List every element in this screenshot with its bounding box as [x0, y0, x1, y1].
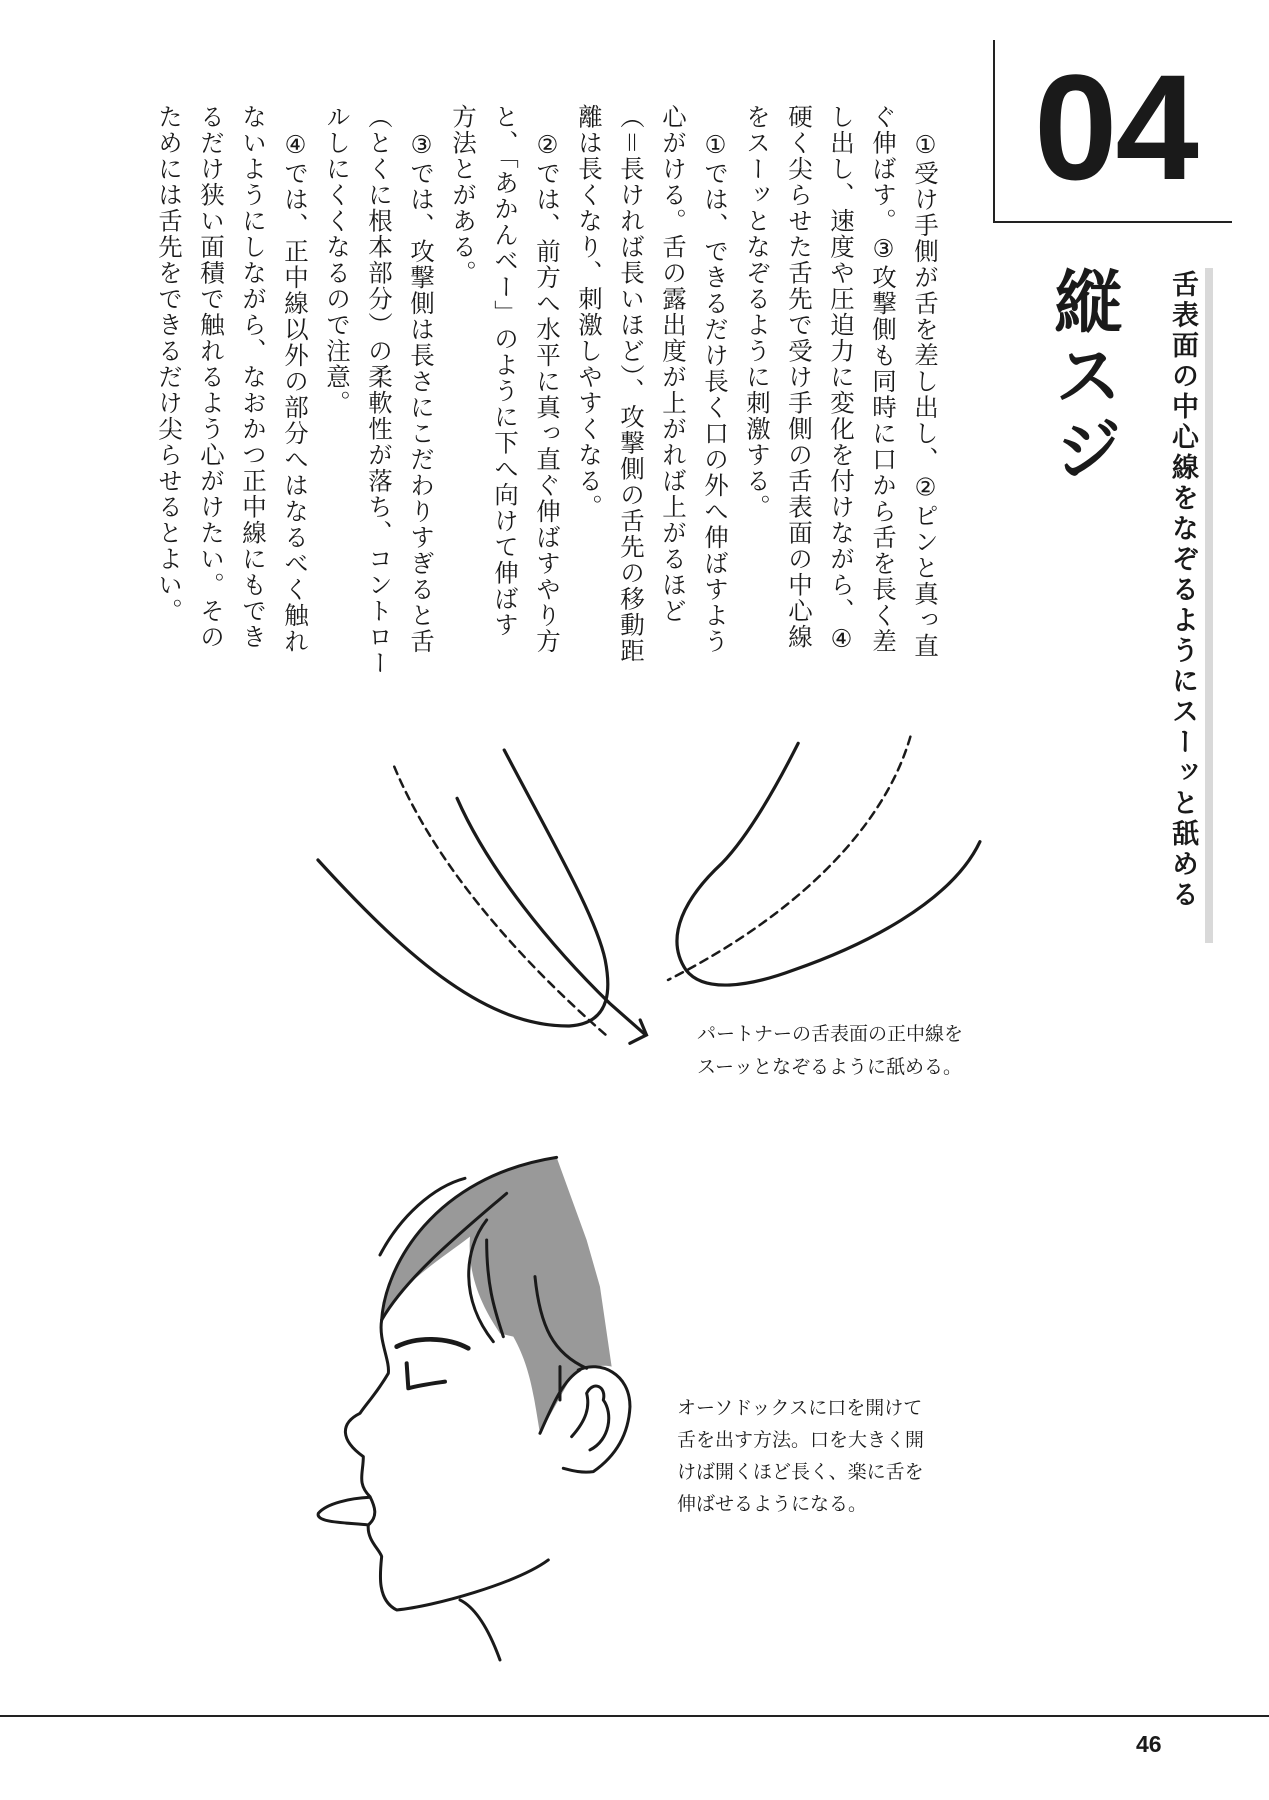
- text-column: ③では、攻撃側は長さにこだわりすぎると舌: [407, 104, 436, 655]
- closed-eye: [407, 1363, 445, 1388]
- text-column: るだけ狭い面積で触れるよう心がけたい。その: [197, 104, 226, 650]
- footer-divider: [0, 1715, 1269, 1717]
- text-column: ②では、前方へ水平に真っ直ぐ伸ばすやり方: [533, 104, 562, 655]
- right-tongue-outline: [677, 743, 980, 985]
- text-column: ないようにしながら、なおかつ正中線にもでき: [239, 104, 268, 650]
- left-tongue-outline: [318, 750, 608, 1026]
- text-column: （とくに根本部分）の柔軟性が落ち、コントロー: [365, 104, 394, 676]
- text-column: と、「あかんベー」のように下へ向けて伸ばす: [491, 104, 520, 638]
- text-column: ①では、できるだけ長く口の外へ伸ばすよう: [701, 104, 730, 655]
- profile-caption: [677, 1392, 924, 1520]
- eyebrow: [397, 1339, 469, 1348]
- neck: [460, 1600, 500, 1660]
- text-column: 硬く尖らせた舌先で受け手側の舌表面の中心線: [785, 104, 814, 650]
- text-column: （＝長ければ長いほど）、攻撃側の舌先の移動距: [617, 104, 646, 664]
- caption-line: パートナーの舌表面の正中線を: [697, 1023, 964, 1045]
- caption-line: けば開くほど長く、楽に舌を: [677, 1461, 924, 1483]
- profile-illustration: [318, 1157, 630, 1660]
- text-column: し出し、速度や圧迫力に変化を付けながら、④: [827, 104, 856, 655]
- chapter-number: 04: [1034, 43, 1197, 211]
- text-column: ためには舌先をできるだけ尖らせるとよい。: [155, 104, 184, 624]
- text-column: ぐ伸ばす。③攻撃側も同時に口から舌を長く差: [869, 104, 898, 655]
- tongues-caption: [697, 1018, 963, 1084]
- caption-line: 舌を出す方法。口を大きく開: [677, 1429, 925, 1451]
- tongue: [318, 1497, 370, 1525]
- text-column: ④では、正中線以外の部分へはなるべく触れ: [281, 104, 310, 655]
- left-tongue-inner-line: [457, 798, 645, 1035]
- text-column: をスーッとなぞるように刺激する。: [743, 104, 772, 520]
- caption-line: 伸ばせるようになる。: [677, 1493, 868, 1515]
- text-column: 心がける。舌の露出度が上がれば上がるほど: [659, 104, 688, 624]
- ear: [563, 1367, 630, 1472]
- left-center-dashed-line: [394, 767, 609, 1039]
- caption-line: オーソドックスに口を開けて: [677, 1397, 923, 1419]
- text-column: 離は長くなり、刺激しやすくなる。: [575, 104, 604, 520]
- page-subtitle: 舌表面の中心線をなぞるようにスーッと舐める: [1167, 270, 1198, 911]
- face-outline: [345, 1320, 548, 1610]
- page-number: 46: [1136, 1731, 1162, 1757]
- hair: [382, 1157, 612, 1433]
- text-column: ①受け手側が舌を差し出し、②ピンと真っ直: [911, 104, 940, 659]
- page-title: 縦スジ: [1043, 266, 1122, 488]
- text-column: ルしにくくなるので注意。: [323, 104, 352, 416]
- text-column: 方法とがある。: [449, 104, 478, 286]
- right-center-dashed-line: [668, 737, 910, 980]
- caption-line: スーッとなぞるように舐める。: [697, 1056, 963, 1078]
